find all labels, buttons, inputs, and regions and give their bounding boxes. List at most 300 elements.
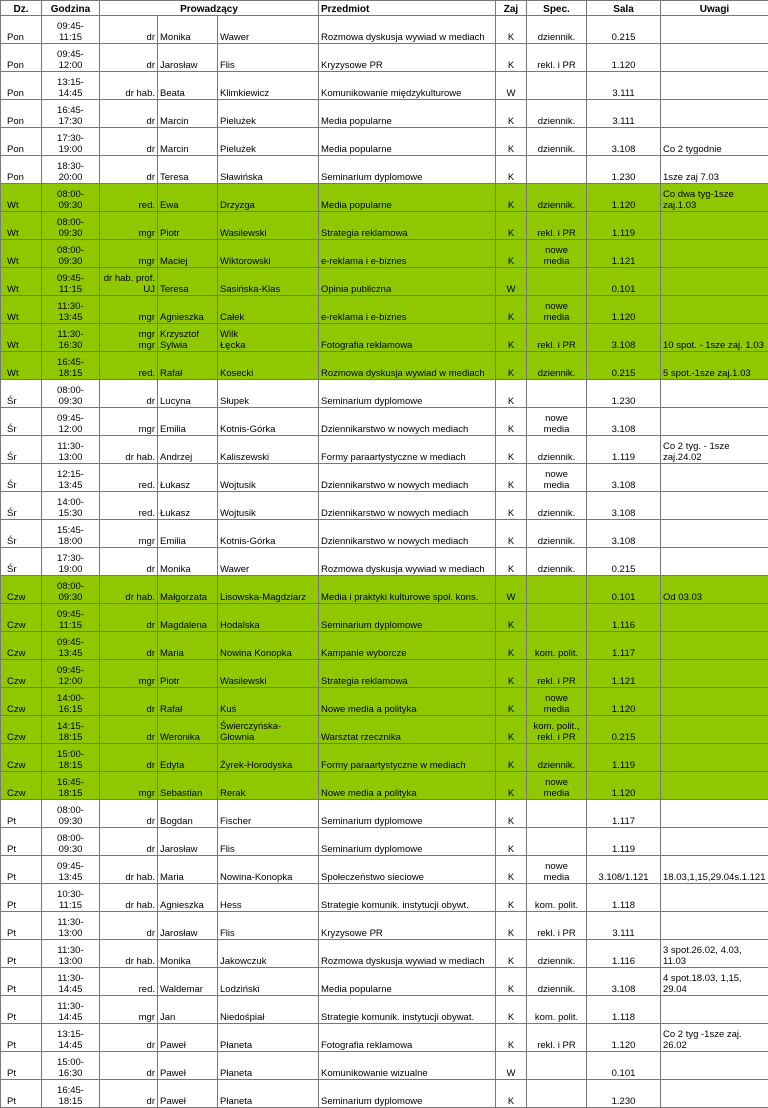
day-cell: Wt — [1, 324, 42, 352]
last-name-cell: Wasilewski — [218, 212, 319, 240]
time-cell: 11:30- 14:45 — [42, 968, 100, 996]
schedule-body — [1, 16, 768, 1108]
specialization-cell: rekl. i PR — [527, 212, 587, 240]
last-name-cell: Sławińska — [218, 156, 319, 184]
time-cell: 08:00- 09:30 — [42, 800, 100, 828]
specialization-cell: dziennik. — [527, 184, 587, 212]
time-cell: 08:00- 09:30 — [42, 828, 100, 856]
title-cell: dr — [100, 604, 158, 632]
day-cell: Pt — [1, 1080, 42, 1108]
specialization-cell — [527, 1052, 587, 1080]
room-cell: 1.119 — [587, 436, 661, 464]
room-cell: 1.230 — [587, 156, 661, 184]
day-cell: Pt — [1, 856, 42, 884]
last-name-cell: Wojtusik — [218, 464, 319, 492]
subject-cell: Strategia reklamowa — [319, 660, 496, 688]
last-name-cell: Słupek — [218, 380, 319, 408]
class-type-cell: K — [496, 380, 527, 408]
notes-cell — [661, 520, 768, 548]
specialization-cell: kom. polit., rekl. i PR — [527, 716, 587, 744]
table-row — [1, 240, 768, 268]
subject-cell: Seminarium dyplomowe — [319, 800, 496, 828]
title-cell: dr hab. — [100, 940, 158, 968]
first-name-cell: Waldemar — [158, 968, 218, 996]
class-type-cell: K — [496, 688, 527, 716]
class-type-cell: K — [496, 324, 527, 352]
first-name-cell: Jarosław — [158, 44, 218, 72]
day-cell: Śr — [1, 380, 42, 408]
header-room: Sala — [587, 1, 661, 16]
class-type-cell: K — [496, 212, 527, 240]
last-name-cell: Pielużek — [218, 100, 319, 128]
subject-cell: Komunikowanie wizualne — [319, 1052, 496, 1080]
class-type-cell: K — [496, 240, 527, 268]
room-cell: 3.111 — [587, 912, 661, 940]
room-cell: 1.230 — [587, 380, 661, 408]
room-cell: 0.101 — [587, 268, 661, 296]
table-row — [1, 1024, 768, 1052]
class-type-cell: K — [496, 884, 527, 912]
class-type-cell: K — [496, 520, 527, 548]
day-cell: Wt — [1, 268, 42, 296]
notes-cell — [661, 16, 768, 44]
day-cell: Czw — [1, 772, 42, 800]
room-cell: 3.108 — [587, 408, 661, 436]
subject-cell: e-reklama i e-biznes — [319, 296, 496, 324]
time-cell: 15:00- 16:30 — [42, 1052, 100, 1080]
first-name-cell: Rafał — [158, 352, 218, 380]
notes-cell — [661, 464, 768, 492]
room-cell: 0.215 — [587, 352, 661, 380]
specialization-cell: dziennik. — [527, 100, 587, 128]
specialization-cell — [527, 156, 587, 184]
time-cell: 08:00- 09:30 — [42, 184, 100, 212]
first-name-cell: Edyta — [158, 744, 218, 772]
day-cell: Pt — [1, 800, 42, 828]
specialization-cell — [527, 576, 587, 604]
table-row — [1, 576, 768, 604]
time-cell: 09:45- 12:00 — [42, 660, 100, 688]
first-name-cell: Piotr — [158, 212, 218, 240]
last-name-cell: Wawer — [218, 548, 319, 576]
title-cell: dr — [100, 548, 158, 576]
day-cell: Śr — [1, 548, 42, 576]
class-type-cell: K — [496, 912, 527, 940]
first-name-cell: Emilia — [158, 408, 218, 436]
class-type-cell: K — [496, 772, 527, 800]
subject-cell: Rozmowa dyskusja wywiad w mediach — [319, 16, 496, 44]
notes-cell: Co dwa tyg-1sze zaj.1.03 — [661, 184, 768, 212]
last-name-cell: Całek — [218, 296, 319, 324]
subject-cell: Strategie komunik. instytucji obywat. — [319, 996, 496, 1024]
class-type-cell: K — [496, 632, 527, 660]
first-name-cell: Małgorzata — [158, 576, 218, 604]
subject-cell: Rozmowa dyskusja wywiad w mediach — [319, 352, 496, 380]
class-type-cell: K — [496, 296, 527, 324]
notes-cell — [661, 604, 768, 632]
specialization-cell: dziennik. — [527, 436, 587, 464]
notes-cell — [661, 996, 768, 1024]
title-cell: dr — [100, 128, 158, 156]
title-cell: dr — [100, 716, 158, 744]
specialization-cell: kom. polit. — [527, 996, 587, 1024]
time-cell: 09:45- 13:45 — [42, 856, 100, 884]
specialization-cell: dziennik. — [527, 520, 587, 548]
first-name-cell: Monika — [158, 548, 218, 576]
day-cell: Śr — [1, 464, 42, 492]
class-type-cell: K — [496, 548, 527, 576]
room-cell: 1.118 — [587, 884, 661, 912]
title-cell: red. — [100, 492, 158, 520]
class-type-cell: W — [496, 268, 527, 296]
subject-cell: Dziennikarstwo w nowych mediach — [319, 520, 496, 548]
title-cell: dr hab. — [100, 72, 158, 100]
room-cell: 1.120 — [587, 1024, 661, 1052]
room-cell: 3.111 — [587, 100, 661, 128]
title-cell: dr — [100, 912, 158, 940]
time-cell: 16:45- 18:15 — [42, 772, 100, 800]
class-type-cell: K — [496, 184, 527, 212]
day-cell: Pt — [1, 884, 42, 912]
title-cell: dr hab. — [100, 436, 158, 464]
specialization-cell: dziennik. — [527, 548, 587, 576]
notes-cell — [661, 100, 768, 128]
specialization-cell: nowe media — [527, 240, 587, 268]
subject-cell: Rozmowa dyskusja wywiad w mediach — [319, 940, 496, 968]
specialization-cell: dziennik. — [527, 16, 587, 44]
subject-cell: Formy paraartystyczne w mediach — [319, 744, 496, 772]
room-cell: 1.121 — [587, 240, 661, 268]
room-cell: 0.215 — [587, 716, 661, 744]
title-cell: dr hab. — [100, 856, 158, 884]
room-cell: 3.108 — [587, 128, 661, 156]
class-type-cell: K — [496, 744, 527, 772]
first-name-cell: Lucyna — [158, 380, 218, 408]
day-cell: Czw — [1, 688, 42, 716]
last-name-cell: Wilk Łęcka — [218, 324, 319, 352]
time-cell: 14:00- 16:15 — [42, 688, 100, 716]
time-cell: 09:45- 11:15 — [42, 268, 100, 296]
last-name-cell: Płaneta — [218, 1024, 319, 1052]
notes-cell — [661, 492, 768, 520]
time-cell: 16:45- 17:30 — [42, 100, 100, 128]
last-name-cell: Kaliszewski — [218, 436, 319, 464]
room-cell: 0.215 — [587, 16, 661, 44]
time-cell: 09:45- 12:00 — [42, 44, 100, 72]
day-cell: Pt — [1, 1024, 42, 1052]
day-cell: Wt — [1, 296, 42, 324]
table-row — [1, 352, 768, 380]
class-type-cell: K — [496, 996, 527, 1024]
notes-cell — [661, 72, 768, 100]
title-cell: mgr — [100, 408, 158, 436]
notes-cell: Co 2 tyg -1sze zaj. 26.02 — [661, 1024, 768, 1052]
table-row — [1, 184, 768, 212]
subject-cell: Seminarium dyplomowe — [319, 604, 496, 632]
day-cell: Śr — [1, 408, 42, 436]
room-cell: 3.108 — [587, 520, 661, 548]
subject-cell: Media popularne — [319, 184, 496, 212]
specialization-cell: nowe media — [527, 772, 587, 800]
title-cell: mgr — [100, 240, 158, 268]
time-cell: 16:45- 18:15 — [42, 352, 100, 380]
specialization-cell: nowe media — [527, 408, 587, 436]
class-type-cell: K — [496, 856, 527, 884]
table-row — [1, 296, 768, 324]
time-cell: 18:30- 20:00 — [42, 156, 100, 184]
room-cell: 0.101 — [587, 576, 661, 604]
specialization-cell: rekl. i PR — [527, 324, 587, 352]
room-cell: 1.121 — [587, 660, 661, 688]
first-name-cell: Jan — [158, 996, 218, 1024]
table-row — [1, 688, 768, 716]
specialization-cell: nowe media — [527, 856, 587, 884]
specialization-cell — [527, 380, 587, 408]
day-cell: Pt — [1, 1052, 42, 1080]
specialization-cell: dziennik. — [527, 968, 587, 996]
first-name-cell: Bogdan — [158, 800, 218, 828]
last-name-cell: Wiktorowski — [218, 240, 319, 268]
title-cell: dr — [100, 1024, 158, 1052]
room-cell: 3.111 — [587, 72, 661, 100]
specialization-cell — [527, 1080, 587, 1108]
table-row — [1, 324, 768, 352]
room-cell: 1.120 — [587, 688, 661, 716]
table-row — [1, 996, 768, 1024]
subject-cell: Seminarium dyplomowe — [319, 156, 496, 184]
first-name-cell: Łukasz — [158, 464, 218, 492]
table-row — [1, 128, 768, 156]
title-cell: dr — [100, 744, 158, 772]
header-notes: Uwagi — [661, 1, 768, 16]
subject-cell: Społeczeństwo sieciowe — [319, 856, 496, 884]
title-cell: dr — [100, 828, 158, 856]
class-type-cell: W — [496, 72, 527, 100]
specialization-cell: nowe media — [527, 296, 587, 324]
last-name-cell: Wasilewski — [218, 660, 319, 688]
subject-cell: Seminarium dyplomowe — [319, 828, 496, 856]
time-cell: 09:45- 12:00 — [42, 408, 100, 436]
room-cell: 3.108/1.121 — [587, 856, 661, 884]
time-cell: 10:30- 11:15 — [42, 884, 100, 912]
last-name-cell: Lisowska-Magdziarz — [218, 576, 319, 604]
day-cell: Śr — [1, 520, 42, 548]
specialization-cell: rekl. i PR — [527, 44, 587, 72]
day-cell: Wt — [1, 352, 42, 380]
specialization-cell: dziennik. — [527, 492, 587, 520]
title-cell: red. — [100, 968, 158, 996]
first-name-cell: Andrzej — [158, 436, 218, 464]
day-cell: Pon — [1, 156, 42, 184]
room-cell: 1.118 — [587, 996, 661, 1024]
notes-cell: Co 2 tyg. - 1sze zaj.24.02 — [661, 436, 768, 464]
day-cell: Pt — [1, 912, 42, 940]
last-name-cell: Płaneta — [218, 1052, 319, 1080]
table-row — [1, 604, 768, 632]
title-cell: mgr — [100, 520, 158, 548]
day-cell: Czw — [1, 576, 42, 604]
subject-cell: Dziennikarstwo w nowych mediach — [319, 408, 496, 436]
last-name-cell: Nowina-Konopka — [218, 856, 319, 884]
notes-cell — [661, 548, 768, 576]
subject-cell: Fotografia reklamowa — [319, 324, 496, 352]
day-cell: Pt — [1, 828, 42, 856]
specialization-cell — [527, 800, 587, 828]
first-name-cell: Agnieszka — [158, 296, 218, 324]
time-cell: 13:15- 14:45 — [42, 1024, 100, 1052]
day-cell: Pon — [1, 16, 42, 44]
specialization-cell: kom. polit. — [527, 884, 587, 912]
time-cell: 08:00- 09:30 — [42, 576, 100, 604]
class-type-cell: K — [496, 44, 527, 72]
time-cell: 11:30- 13:45 — [42, 296, 100, 324]
first-name-cell: Maciej — [158, 240, 218, 268]
title-cell: mgr — [100, 996, 158, 1024]
time-cell: 11:30- 13:00 — [42, 940, 100, 968]
time-cell: 08:00- 09:30 — [42, 380, 100, 408]
title-cell: mgr — [100, 212, 158, 240]
table-row — [1, 912, 768, 940]
title-cell: dr — [100, 1052, 158, 1080]
table-row — [1, 520, 768, 548]
time-cell: 17:30- 19:00 — [42, 128, 100, 156]
notes-cell: Od 03.03 — [661, 576, 768, 604]
notes-cell: 1sze zaj 7.03 — [661, 156, 768, 184]
room-cell: 1.120 — [587, 296, 661, 324]
subject-cell: e-reklama i e-biznes — [319, 240, 496, 268]
last-name-cell: Fischer — [218, 800, 319, 828]
subject-cell: Komunikowanie międzykulturowe — [319, 72, 496, 100]
table-row — [1, 408, 768, 436]
title-cell: dr — [100, 1080, 158, 1108]
subject-cell: Nowe media a polityka — [319, 772, 496, 800]
class-type-cell: K — [496, 1024, 527, 1052]
class-type-cell: K — [496, 436, 527, 464]
specialization-cell — [527, 828, 587, 856]
subject-cell: Formy paraartystyczne w mediach — [319, 436, 496, 464]
class-type-cell: K — [496, 492, 527, 520]
title-cell: dr — [100, 100, 158, 128]
last-name-cell: Niedośpiał — [218, 996, 319, 1024]
last-name-cell: Płaneta — [218, 1080, 319, 1108]
room-cell: 1.116 — [587, 940, 661, 968]
notes-cell: 3 spot.26.02, 4.03, 11.03 — [661, 940, 768, 968]
title-cell: mgr — [100, 772, 158, 800]
specialization-cell: rekl. i PR — [527, 1024, 587, 1052]
day-cell: Śr — [1, 436, 42, 464]
class-type-cell: W — [496, 1052, 527, 1080]
specialization-cell: dziennik. — [527, 940, 587, 968]
last-name-cell: Wojtusik — [218, 492, 319, 520]
last-name-cell: Kuś — [218, 688, 319, 716]
title-cell: mgr — [100, 296, 158, 324]
last-name-cell: Pielużek — [218, 128, 319, 156]
subject-cell: Strategie komunik. instytucji obywt. — [319, 884, 496, 912]
time-cell: 09:45- 11:15 — [42, 16, 100, 44]
specialization-cell — [527, 604, 587, 632]
title-cell: dr — [100, 688, 158, 716]
first-name-cell: Sebastian — [158, 772, 218, 800]
time-cell: 09:45- 11:15 — [42, 604, 100, 632]
header-time: Godzina — [42, 1, 100, 16]
title-cell: red. — [100, 184, 158, 212]
class-type-cell: K — [496, 968, 527, 996]
class-type-cell: K — [496, 156, 527, 184]
class-type-cell: K — [496, 128, 527, 156]
title-cell: red. — [100, 464, 158, 492]
title-cell: dr hab. prof. UJ — [100, 268, 158, 296]
table-row — [1, 884, 768, 912]
day-cell: Pt — [1, 968, 42, 996]
subject-cell: Strategia reklamowa — [319, 212, 496, 240]
first-name-cell: Marcin — [158, 128, 218, 156]
last-name-cell: Flis — [218, 828, 319, 856]
notes-cell — [661, 772, 768, 800]
class-type-cell: K — [496, 1080, 527, 1108]
notes-cell: Co 2 tygodnie — [661, 128, 768, 156]
room-cell: 1.119 — [587, 828, 661, 856]
subject-cell: Kampanie wyborcze — [319, 632, 496, 660]
first-name-cell: Weronika — [158, 716, 218, 744]
room-cell: 1.119 — [587, 212, 661, 240]
notes-cell: 10 spot. - 1sze zaj. 1.03 — [661, 324, 768, 352]
first-name-cell: Krzysztof Sylwia — [158, 324, 218, 352]
title-cell: dr — [100, 44, 158, 72]
last-name-cell: Kosecki — [218, 352, 319, 380]
notes-cell — [661, 800, 768, 828]
header-type: Zaj — [496, 1, 527, 16]
last-name-cell: Kotnis-Górka — [218, 408, 319, 436]
time-cell: 14:00- 15:30 — [42, 492, 100, 520]
last-name-cell: Jakowczuk — [218, 940, 319, 968]
subject-cell: Fotografia reklamowa — [319, 1024, 496, 1052]
specialization-cell: kom. polit. — [527, 632, 587, 660]
room-cell: 3.108 — [587, 464, 661, 492]
class-type-cell: W — [496, 576, 527, 604]
title-cell: dr — [100, 380, 158, 408]
class-type-cell: K — [496, 352, 527, 380]
table-row — [1, 800, 768, 828]
first-name-cell: Beata — [158, 72, 218, 100]
class-type-cell: K — [496, 716, 527, 744]
subject-cell: Seminarium dyplomowe — [319, 380, 496, 408]
specialization-cell: nowe media — [527, 688, 587, 716]
time-cell: 08:00- 09:30 — [42, 212, 100, 240]
specialization-cell: dziennik. — [527, 352, 587, 380]
table-row — [1, 464, 768, 492]
title-cell: mgr mgr — [100, 324, 158, 352]
time-cell: 12:15- 13:45 — [42, 464, 100, 492]
class-type-cell: K — [496, 660, 527, 688]
day-cell: Pon — [1, 100, 42, 128]
first-name-cell: Jarosław — [158, 828, 218, 856]
time-cell: 14:15- 18:15 — [42, 716, 100, 744]
room-cell: 1.230 — [587, 1080, 661, 1108]
notes-cell — [661, 1080, 768, 1108]
last-name-cell: Hess — [218, 884, 319, 912]
specialization-cell: rekl. i PR — [527, 660, 587, 688]
last-name-cell: Sasińska-Klas — [218, 268, 319, 296]
day-cell: Czw — [1, 632, 42, 660]
subject-cell: Opinia publiczna — [319, 268, 496, 296]
first-name-cell: Paweł — [158, 1080, 218, 1108]
time-cell: 11:30- 14:45 — [42, 996, 100, 1024]
table-row — [1, 72, 768, 100]
header-row — [1, 1, 768, 16]
first-name-cell: Agnieszka — [158, 884, 218, 912]
subject-cell: Seminarium dyplomowe — [319, 1080, 496, 1108]
subject-cell: Media i praktyki kulturowe społ. kons. — [319, 576, 496, 604]
